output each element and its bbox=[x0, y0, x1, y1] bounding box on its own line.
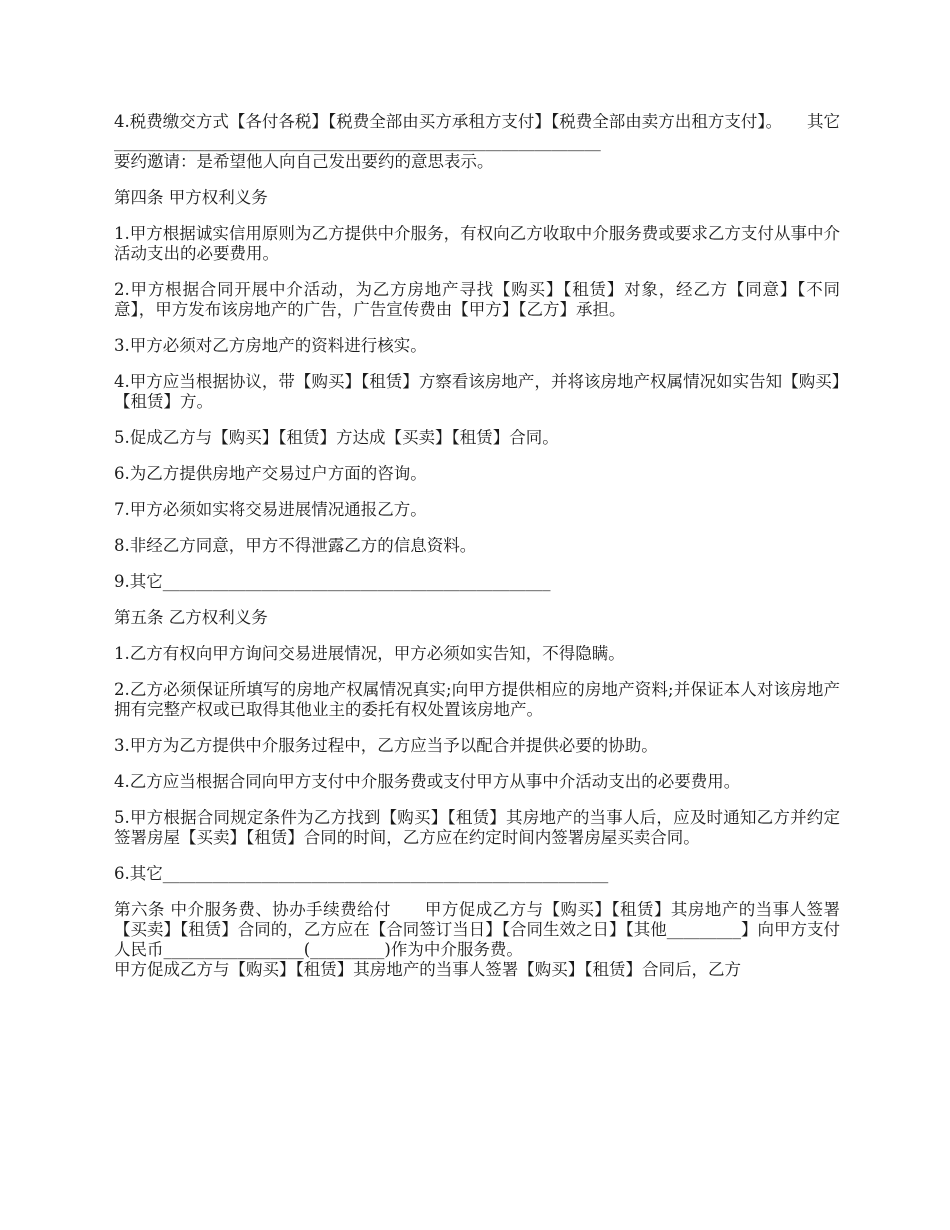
party-a-duty-9-other: 9.其它_______________________________________________ bbox=[114, 572, 551, 591]
section-heading-article-4: 第四条 甲方权利义务 bbox=[114, 188, 268, 207]
party-a-duty-8: 8.非经乙方同意，甲方不得泄露乙方的信息资料。 bbox=[114, 536, 477, 555]
tax-payment-clause: 4.税费缴交方式【各付各税】【税费全部由买方承租方支付】【税费全部由卖方出租方支付】。 其它___________________________________________________________ bbox=[114, 112, 840, 151]
party-a-duty-6: 6.为乙方提供房地产交易过户方面的咨询。 bbox=[114, 464, 427, 483]
document-page bbox=[114, 112, 840, 980]
article-6-service-fee: 第六条 中介服务费、协办手续费给付 甲方促成乙方与【购买】【租赁】其房地产的当事人签署【买卖】【租赁】合同的，乙方应在【合同签订当日】【合同生效之日】【其他_________】向甲方支付人民币_________________(_________)作为中介服务费。 bbox=[114, 900, 840, 959]
party-b-duty-3: 3.甲方为乙方提供中介服务过程中，乙方应当予以配合并提供必要的协助。 bbox=[114, 736, 658, 755]
section-heading-article-5: 第五条 乙方权利义务 bbox=[114, 608, 268, 627]
party-b-duty-2: 2.乙方必须保证所填写的房地产权属情况真实;向甲方提供相应的房地产资料;并保证本人对该房地产拥有完整产权或已取得其他业主的委托有权处置该房地产。 bbox=[114, 680, 840, 719]
party-b-duty-6-other: 6.其它______________________________________________________ bbox=[114, 864, 609, 883]
party-b-duty-1: 1.乙方有权向甲方询问交易进展情况，甲方必须如实告知，不得隐瞒。 bbox=[114, 644, 625, 663]
party-a-duty-1: 1.甲方根据诚实信用原则为乙方提供中介服务，有权向乙方收取中介服务费或要求乙方支付从事中介活动支出的必要费用。 bbox=[114, 224, 840, 263]
party-a-duty-3: 3.甲方必须对乙方房地产的资料进行核实。 bbox=[114, 336, 427, 355]
party-a-duty-5: 5.促成乙方与【购买】【租赁】方达成【买卖】【租赁】合同。 bbox=[114, 428, 559, 447]
party-a-duty-2: 2.甲方根据合同开展中介活动，为乙方房地产寻找【购买】【租赁】对象，经乙方【同意】【不同意】，甲方发布该房地产的广告，广告宣传费由【甲方】【乙方】承担。 bbox=[114, 280, 840, 319]
party-b-duty-5: 5.甲方根据合同规定条件为乙方找到【购买】【租赁】其房地产的当事人后，应及时通知乙方并约定签署房屋【买卖】【租赁】合同的时间，乙方应在约定时间内签署房屋买卖合同。 bbox=[114, 808, 840, 847]
article-6-continuation: 甲方促成乙方与【购买】【租赁】其房地产的当事人签署【购买】【租赁】合同后，乙方 bbox=[114, 960, 741, 979]
party-a-duty-7: 7.甲方必须如实将交易进展情况通报乙方。 bbox=[114, 500, 427, 519]
offer-invitation-definition: 要约邀请：是希望他人向自己发出要约的意思表示。 bbox=[114, 152, 494, 171]
party-b-duty-4: 4.乙方应当根据合同向甲方支付中介服务费或支付甲方从事中介活动支出的必要费用。 bbox=[114, 772, 741, 791]
party-a-duty-4: 4.甲方应当根据协议，带【购买】【租赁】方察看该房地产，并将该房地产权属情况如实告知【购买】【租赁】方。 bbox=[114, 372, 840, 411]
